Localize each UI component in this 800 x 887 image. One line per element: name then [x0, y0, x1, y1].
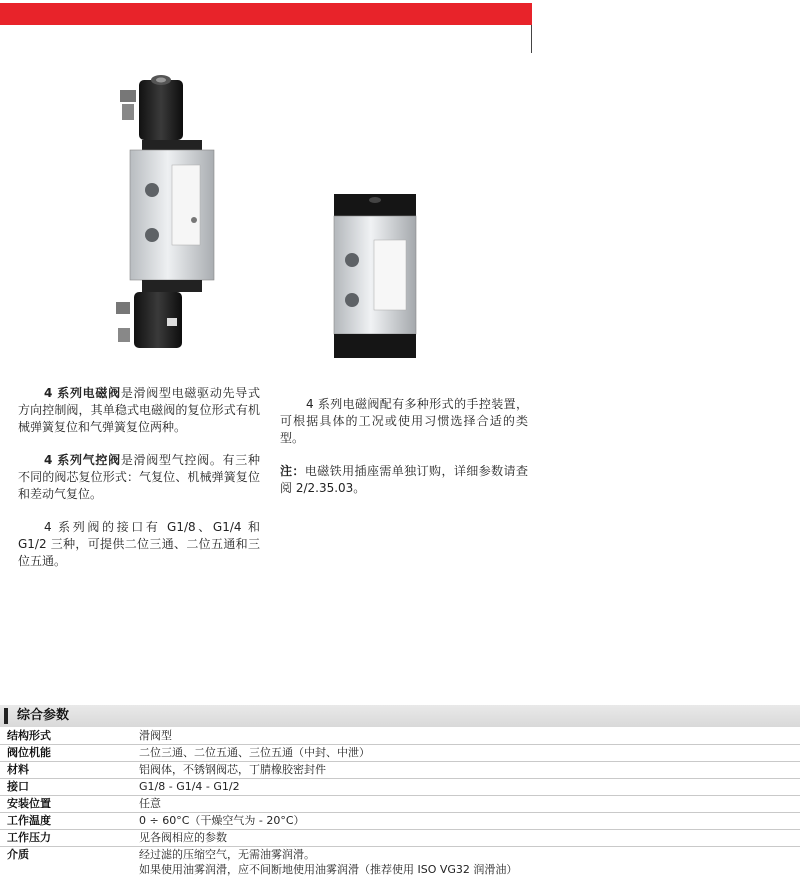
- spec-value: G1/8 - G1/4 - G1/2: [139, 780, 240, 793]
- spec-section-header: [0, 705, 800, 727]
- text-solenoid: 是滑阀型电磁驱动先导式方向控制阀，其单稳式电磁阀的复位形式有机械弹簧复位和气弹簧复位两种。: [18, 386, 260, 434]
- spec-value: 见各阀相应的参数: [139, 831, 227, 844]
- spec-section-title: 综合参数: [17, 708, 70, 723]
- spec-value: 二位三通、二位五通、三位五通（中封、中泄）: [139, 746, 370, 759]
- section-marker: [4, 708, 8, 724]
- spec-table: [0, 728, 800, 879]
- spec-key: 结构形式: [7, 729, 51, 742]
- note-text: 电磁铁用插座需单独订购，详细参数请查阅 2/2.35.03。: [280, 464, 528, 495]
- spec-row-material: [0, 762, 800, 779]
- paragraph-ports: 4 系列阀的接口有 G1/8、G1/4 和 G1/2 三种，可提供二位三通、二位五通和三位五通。: [18, 520, 260, 568]
- spec-key: 安装位置: [7, 797, 51, 810]
- header-accent-bar: [0, 3, 532, 25]
- spec-value-note: 如果使用油雾润滑，应不间断地使用油雾润滑（推荐使用 ISO VG32 润滑油）: [139, 863, 518, 876]
- description-right: [280, 396, 528, 513]
- spec-value: 滑阀型: [139, 729, 172, 742]
- description-left: [18, 385, 260, 586]
- spec-value: 0 ÷ 60°C（干燥空气为 - 20°C）: [139, 814, 305, 827]
- spec-row-ports: [0, 779, 800, 796]
- spec-row-pressure: [0, 830, 800, 847]
- header-rule: [531, 25, 532, 53]
- solenoid-valve-photo: [112, 70, 222, 366]
- spec-value: 任意: [139, 797, 161, 810]
- spec-key: 工作压力: [7, 831, 51, 844]
- paragraph-pneumatic: [18, 452, 260, 503]
- spec-value: 铝阀体，不锈钢阀芯，丁腈橡胶密封件: [139, 763, 326, 776]
- pneumatic-valve-photo: [330, 190, 420, 362]
- spec-key: 阀位机能: [7, 746, 51, 759]
- spec-row-temperature: [0, 813, 800, 830]
- paragraph-note: [280, 463, 528, 497]
- spec-key: 介质: [7, 848, 29, 861]
- paragraph-manual-override: 4 系列电磁阀配有多种形式的手控装置，可根据具体的工况或使用习惯选择合适的类型。: [280, 397, 528, 445]
- spec-key: 接口: [7, 780, 29, 793]
- spec-row-mounting: [0, 796, 800, 813]
- spec-value: 经过滤的压缩空气，无需油雾润滑。: [139, 848, 315, 861]
- spec-row-medium: [0, 847, 800, 879]
- spec-row-function: [0, 745, 800, 762]
- spec-key: 材料: [7, 763, 29, 776]
- spec-key: 工作温度: [7, 814, 51, 827]
- paragraph-solenoid: [18, 385, 260, 436]
- term-solenoid: 4 系列电磁阀: [44, 386, 121, 400]
- note-label: 注：: [280, 464, 305, 478]
- spec-row-structure: [0, 728, 800, 745]
- term-pneumatic: 4 系列气控阀: [44, 453, 121, 467]
- text-pneumatic: 是滑阀型气控阀。有三种不同的阀芯复位形式：气复位、机械弹簧复位和差动气复位。: [18, 453, 260, 501]
